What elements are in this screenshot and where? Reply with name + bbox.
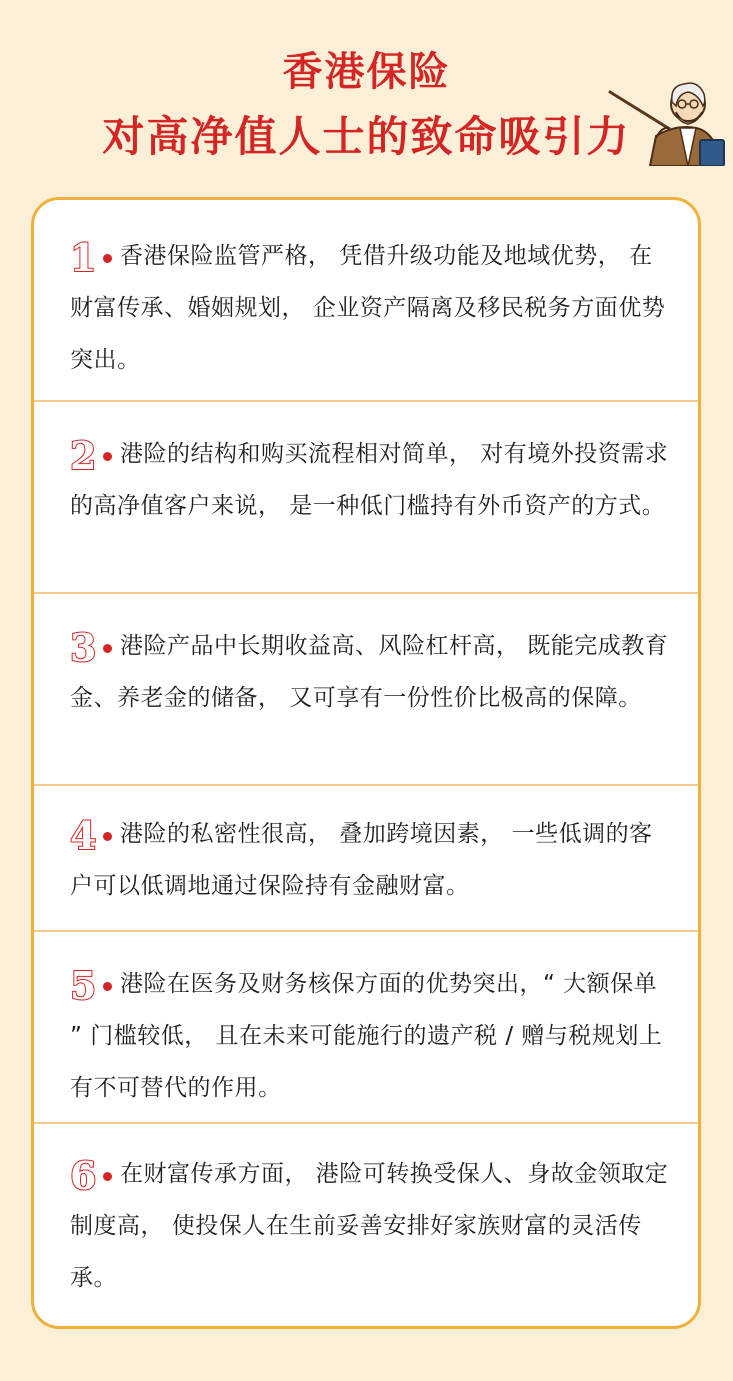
bullet-dot bbox=[103, 982, 112, 991]
bullet-dot bbox=[103, 254, 112, 263]
benefit-item-2 bbox=[34, 402, 698, 594]
benefit-item-1 bbox=[34, 200, 698, 402]
item-number: 1 bbox=[70, 235, 97, 280]
title-line-2: 对高净值人士的致命吸引力 bbox=[102, 112, 631, 161]
benefits-card bbox=[31, 197, 701, 1329]
bullet-dot bbox=[103, 1172, 112, 1181]
item-text: 港险在医务及财务核保方面的优势突出，“ 大额保单 ” 门槛较低， 且在未来可能施行的遗产税 / 赠与税规划上有不可替代的作用。 bbox=[70, 971, 663, 1101]
item-text: 港险产品中长期收益高、风险杠杆高， 既能完成教育金、养老金的储备， 又可享有一份性价比极高的保障。 bbox=[70, 633, 669, 711]
item-text: 香港保险监管严格， 凭借升级功能及地域优势， 在财富传承、婚姻规划， 企业资产隔离及移民税务方面优势突出。 bbox=[70, 243, 666, 373]
benefit-item-3 bbox=[34, 594, 698, 786]
benefit-item-4 bbox=[34, 786, 698, 932]
teacher-illustration bbox=[606, 66, 730, 166]
item-number: 2 bbox=[70, 433, 97, 478]
bullet-dot bbox=[103, 452, 112, 461]
bullet-dot bbox=[103, 644, 112, 653]
benefit-item-5 bbox=[34, 932, 698, 1124]
title-line-1: 香港保险 bbox=[282, 49, 451, 95]
item-text: 港险的私密性很高， 叠加跨境因素， 一些低调的客户可以低调地通过保险持有金融财富。 bbox=[70, 821, 653, 899]
bullet-dot bbox=[103, 832, 112, 841]
item-number: 6 bbox=[70, 1153, 97, 1198]
header bbox=[0, 0, 733, 200]
item-number: 4 bbox=[70, 813, 97, 858]
benefit-item-6 bbox=[34, 1124, 698, 1326]
item-text: 在财富传承方面， 港险可转换受保人、身故金领取定制度高， 使投保人在生前妥善安排好家族财富的灵活传承。 bbox=[70, 1161, 669, 1291]
item-number: 5 bbox=[70, 963, 97, 1008]
item-text: 港险的结构和购买流程相对简单， 对有境外投资需求的高净值客户来说， 是一种低门槛持有外币资产的方式。 bbox=[70, 441, 669, 519]
item-number: 3 bbox=[70, 625, 97, 670]
